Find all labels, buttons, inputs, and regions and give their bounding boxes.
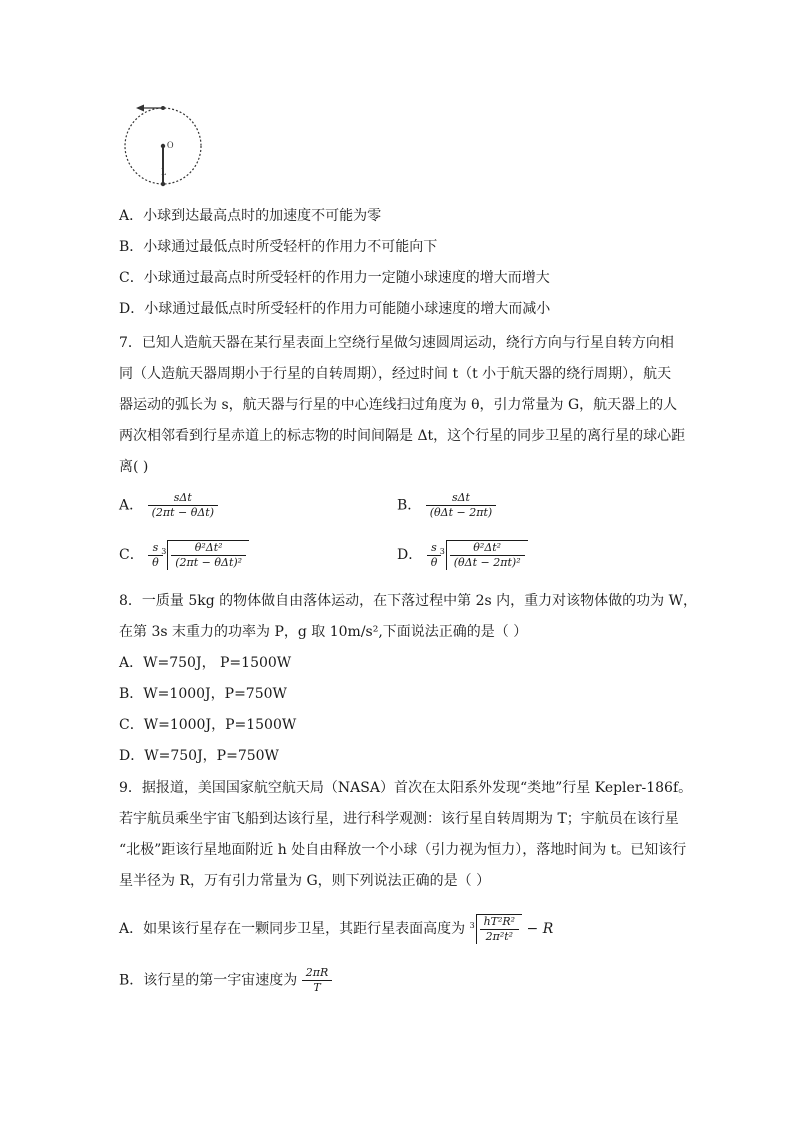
q7-option-b-fraction <box>426 491 496 520</box>
q8-option-d: D．W=750J，P=750W <box>119 748 279 764</box>
q7-option-d-pre-num: s <box>427 541 442 556</box>
q7-option-c-num: θ²Δt² <box>171 541 246 556</box>
q7-option-a-num: sΔt <box>148 491 218 506</box>
q6-option-b: B．小球通过最低点时所受轻杆的作用力不可能向下 <box>119 239 438 255</box>
q7-option-d-fraction <box>450 541 525 570</box>
q7-option-b-den: (θΔt − 2πt) <box>429 506 493 519</box>
q7-option-d-label: D． <box>397 547 423 563</box>
q9-option-b-text: B．该行星的第一宇宙速度为 <box>119 972 298 989</box>
center-point <box>161 144 165 148</box>
q9-option-b-fraction <box>302 966 333 995</box>
center-label: O <box>167 140 174 150</box>
q7-stem-line-4: 两次相邻看到行星赤道上的标志物的时间间隔是 Δt，这个行星的同步卫星的离行星的球心距 <box>119 428 686 444</box>
q9-option-a-root-index: 3 <box>469 921 475 930</box>
q9-option-a-tail: − R <box>526 921 554 937</box>
q7-option-d-cube-root <box>439 540 528 570</box>
q9-option-a-den: 2π²t² <box>485 930 514 943</box>
q9-option-a-text: A．如果该行星存在一颗同步卫星，其距行星表面高度为 <box>119 921 466 937</box>
q7-option-c-cube-root <box>161 540 249 570</box>
q6-option-d: D．小球通过最低点时所受轻杆的作用力可能随小球速度的增大而减小 <box>119 301 551 317</box>
q7-option-d-pre-den: θ <box>430 555 438 569</box>
q8-option-b: B．W=1000J，P=750W <box>119 686 287 702</box>
q7-option-c-label: C． <box>119 547 144 563</box>
q7-option-a <box>119 491 218 520</box>
q8-stem-line-2: 在第 3s 末重力的功率为 P，g 取 10m/s²,下面说法正确的是（ ） <box>119 624 528 640</box>
q9-option-a-num: hT²R² <box>480 915 520 930</box>
q7-option-d-num: θ²Δt² <box>450 541 525 556</box>
q6-option-c: C．小球通过最高点时所受轻杆的作用力一定随小球速度的增大而增大 <box>119 270 550 286</box>
q7-option-c <box>119 540 249 570</box>
q7-option-c-pre-den: θ <box>152 555 159 569</box>
circle-rod-figure <box>118 100 208 192</box>
q6-option-a: A．小球到达最高点时的加速度不可能为零 <box>119 208 382 224</box>
q7-option-b-num: sΔt <box>426 491 496 506</box>
q9-option-b <box>119 966 332 995</box>
q7-option-d-root-index: 3 <box>439 547 445 556</box>
q9-option-a-fraction <box>480 915 520 944</box>
q7-option-a-den: (2πt − θΔt) <box>151 506 215 519</box>
q9-option-a <box>119 914 553 944</box>
q9-stem-line-2: 若宇航员乘坐宇宙飞船到达该行星，进行科学观测：该行星自转周期为 T；宇航员在该行星 <box>119 811 679 827</box>
q8-option-a: A．W=750J， P=1500W <box>119 655 292 671</box>
q7-option-d <box>397 540 528 570</box>
q7-stem-line-2: 同（人造航天器周期小于行星的自转周期），经过时间 t（t 小于航天器的绕行周期），航天 <box>119 366 672 382</box>
q8-stem-line-1: 8．一质量 5kg 的物体做自由落体运动，在下落过程中第 2s 内，重力对该物体做的功为 W， <box>119 593 697 609</box>
ball <box>161 182 165 186</box>
q7-option-d-den: (θΔt − 2πt)² <box>453 556 521 569</box>
q7-option-c-fraction <box>171 541 246 570</box>
q9-option-b-num: 2πR <box>302 966 333 981</box>
q9-stem-line-4: 星半径为 R，万有引力常量为 G，则下列说法正确的是（ ） <box>119 873 491 889</box>
q7-stem-line-5: 离( ) <box>119 459 149 475</box>
q7-stem-line-1: 7．已知人造航天器在某行星表面上空绕行星做匀速圆周运动，绕行方向与行星自转方向相 <box>119 335 674 351</box>
q7-option-c-pre-num: s <box>148 541 163 556</box>
q7-option-a-fraction <box>148 491 218 520</box>
q7-option-c-den: (2πt − θΔt)² <box>175 556 243 569</box>
arrow-head-icon <box>136 105 144 112</box>
q9-option-b-den: T <box>313 981 321 994</box>
q8-option-c: C．W=1000J，P=1500W <box>119 717 297 733</box>
rod-label: L <box>161 167 167 177</box>
q9-option-a-cube-root <box>469 914 523 944</box>
q9-stem-line-3: “北极”距该行星地面附近 h 处自由释放一个小球（引力视为恒力），落地时间为 t。已知该行 <box>119 842 687 858</box>
q7-option-b <box>397 491 496 520</box>
q9-stem-line-1: 9．据报道，美国国家航空航天局（NASA）首次在太阳系外发现“类地”行星 Kepler-186f。 <box>119 780 693 796</box>
q7-option-b-label: B． <box>397 497 422 514</box>
q7-option-c-root-index: 3 <box>161 547 167 556</box>
q7-option-a-label: A． <box>119 497 144 514</box>
q7-stem-line-3: 器运动的弧长为 s，航天器与行星的中心连线扫过角度为 θ，引力常量为 G，航天器上的人 <box>119 397 678 413</box>
